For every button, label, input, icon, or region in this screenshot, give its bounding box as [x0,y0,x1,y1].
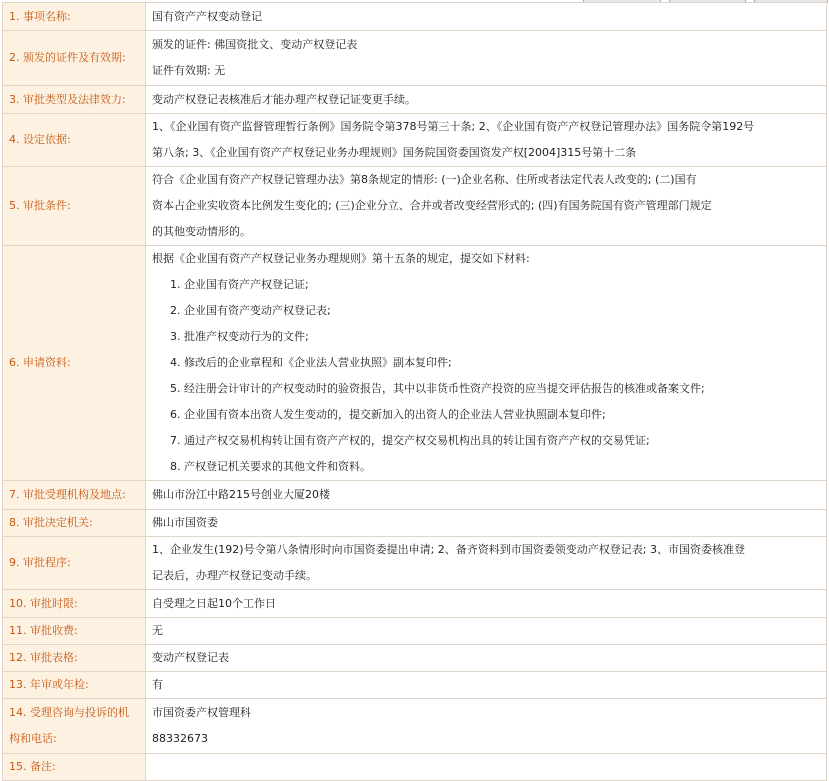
row-value [146,3,827,31]
row-label: 9. 审批程序: [3,537,146,590]
value-line: 颁发的证件: 佛国资批文、变动产权登记表 [152,38,358,51]
row-value [146,645,827,672]
row-value [146,510,827,537]
row-value [146,167,827,246]
table-row [3,754,827,781]
value-line: 1、《企业国有资产监督管理暂行条例》国务院令第378号第三十条; 2、《企业国有资产产权登记管理办法》国务院令第192号 [152,120,755,133]
table-row [3,618,827,645]
table-row [3,246,827,481]
value-line: 自受理之日起10个工作日 [152,596,276,610]
material-list-item: 4. 修改后的企业章程和《企业法人营业执照》副本复印件; [170,356,452,369]
table-row [3,672,827,699]
value-line: 记表后，办理产权登记变动手续。 [152,569,317,582]
material-list-item: 6. 企业国有资本出资人发生变动的，提交新加入的出资人的企业法人营业执照副本复印件; [170,408,606,421]
row-label: 10. 审批时限: [3,590,146,618]
table-row [3,537,827,590]
value-line: 有 [152,678,163,691]
row-label: 4. 设定依据: [3,114,146,167]
table-row [3,114,827,167]
table-row [3,699,827,754]
value-line: 88332673 [152,732,208,745]
material-list-item: 7. 通过产权交易机构转让国有资产产权的，提交产权交易机构出具的转让国有资产产权的交易凭证; [170,434,650,447]
service-info-table [2,2,827,781]
material-list-item: 1. 企业国有资产产权登记证; [170,278,309,291]
row-label: 14. 受理咨询与投诉的机构和电话: [3,699,146,754]
table-row [3,510,827,537]
value-line: 的其他变动情形的。 [152,225,251,238]
row-value [146,672,827,699]
value-line: 证件有效期: 无 [152,64,226,77]
row-label: 5. 审批条件: [3,167,146,246]
table-row [3,590,827,618]
row-value [146,754,827,781]
row-value [146,618,827,645]
table-row [3,167,827,246]
table-row [3,645,827,672]
value-line: 市国资委产权管理科 [152,706,251,719]
row-label: 1. 事项名称: [3,3,146,31]
table-row [3,31,827,86]
row-label: 13. 年审或年检: [3,672,146,699]
row-label: 11. 审批收费: [3,618,146,645]
table-body [3,3,827,781]
row-label: 2. 颁发的证件及有效期: [3,31,146,86]
value-line: 资本占企业实收资本比例发生变化的; (三)企业分立、合并或者改变经营形式的; (四)有国务院国有资产管理部门规定 [152,199,712,212]
value-line: 第八条; 3、《企业国有资产产权登记业务办理规则》国务院国资委国资发产权[2004]315号第十二条 [152,146,637,159]
value-line: 符合《企业国有资产产权登记管理办法》第8条规定的情形: (一)企业名称、住所或者法定代表人改变的; (二)国有 [152,173,697,186]
table-row [3,481,827,510]
value-line: 变动产权登记表 [152,651,229,664]
material-list-item: 8. 产权登记机关要求的其他文件和资料。 [170,460,371,473]
row-value [146,114,827,167]
row-label: 15. 备注: [3,754,146,781]
row-value [146,31,827,86]
material-list-item: 2. 企业国有资产变动产权登记表; [170,304,331,317]
row-value [146,699,827,754]
material-list-item: 3. 批准产权变动行为的文件; [170,330,309,343]
row-label: 7. 审批受理机构及地点: [3,481,146,510]
table-row [3,86,827,114]
row-value [146,481,827,510]
row-value [146,246,827,481]
row-label: 6. 申请资料: [3,246,146,481]
row-label: 8. 审批决定机关: [3,510,146,537]
table-row [3,3,827,31]
value-line: 根据《企业国有资产产权登记业务办理规则》第十五条的规定，提交如下材料: [152,252,530,265]
value-line: 变动产权登记表核准后才能办理产权登记证变更手续。 [152,92,416,106]
row-value [146,86,827,114]
row-value [146,537,827,590]
material-list-item: 5. 经注册会计审计的产权变动时的验资报告，其中以非货币性资产投资的应当提交评估报告的核准或备案文件; [170,382,705,395]
value-line: 佛山市汾江中路215号创业大厦20楼 [152,488,330,501]
row-value [146,590,827,618]
value-line: 国有资产产权变动登记 [152,9,262,23]
row-label: 3. 审批类型及法律效力: [3,86,146,114]
value-line: 佛山市国资委 [152,516,218,529]
row-label: 12. 审批表格: [3,645,146,672]
value-line: 1、企业发生(192)号令第八条情形时向市国资委提出申请; 2、备齐资料到市国资委领变动产权登记表; 3、市国资委核准登 [152,543,745,556]
value-line: 无 [152,624,163,637]
